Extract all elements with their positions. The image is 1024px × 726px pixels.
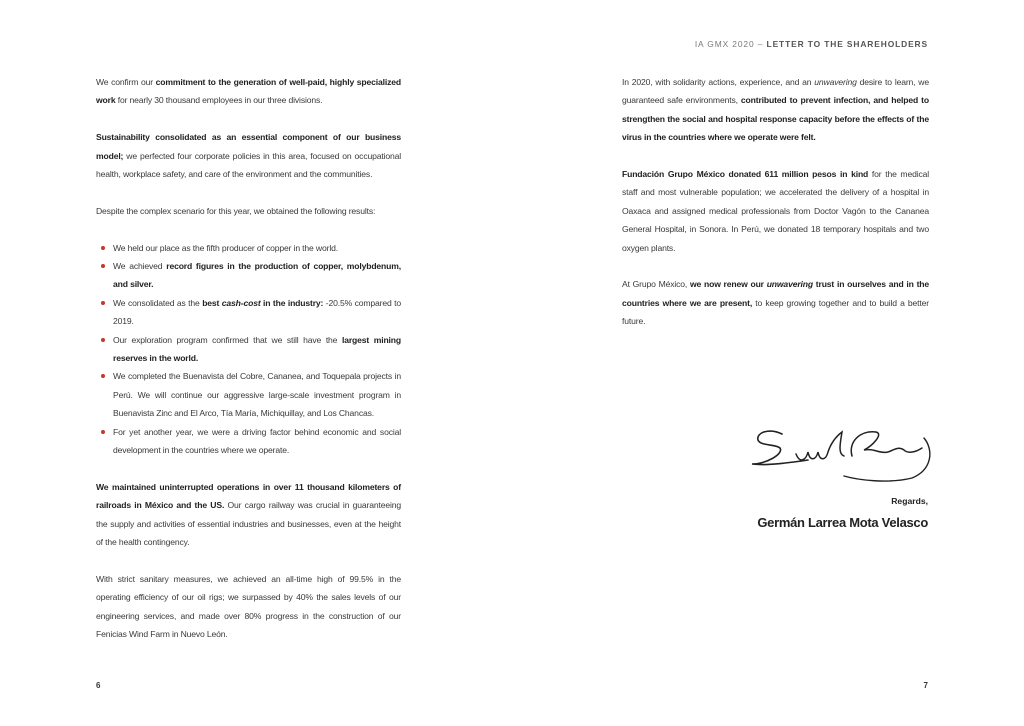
right-page-column: [622, 73, 929, 349]
paragraph-oil-rigs: With strict sanitary measures, we achieved an all-time high of 99.5% in the operating efficiency of our oil rigs; we surpassed by 40% the sales levels of our engineering services, and made over 80% progress in the construction of our Fenicias Wind Farm in Nuevo León.: [96, 573, 401, 640]
paragraph-future: At Grupo México, we now renew our unwavering trust in ourselves and in the countries where we are present, to keep growing together and to build a better future.: [622, 279, 930, 327]
paragraph-commitment: We confirm our commitment to the generation of well-paid, highly specialized work for nearly 30 thousand employees in our three divisions.: [96, 77, 401, 106]
list-item: Our exploration program confirmed that we still have the largest mining reserves in the world.: [96, 331, 401, 368]
list-item: We achieved record figures in the production of copper, molybdenum, and silver.: [96, 257, 401, 294]
paragraph-foundation: Fundación Grupo México donated 611 million pesos in kind for the medical staff and most vulnerable population; we accelerated the delivery of a hospital in Oaxaca and assigned medical professionals from Doctor Vagón to the Cananea General Hospital, in Sonora. In Perú, we donated 18 temporary hospitals and two oxygen plants.: [622, 169, 929, 253]
bullet-dot-icon: [101, 338, 105, 342]
results-list: [96, 239, 401, 460]
bullet-dot-icon: [101, 430, 105, 434]
signature-image: [748, 420, 934, 486]
list-item: We completed the Buenavista del Cobre, Cananea, and Toquepala projects in Perú. We will continue our aggressive large-scale investment program in Buenavista Zinc and El Arco, Tía María, Michiquillay, and Los Chancas.: [96, 367, 401, 422]
bullet-dot-icon: [101, 374, 105, 378]
bullet-dot-icon: [101, 264, 105, 268]
running-header: IA GMX 2020 – LETTER TO THE SHAREHOLDERS: [694, 39, 928, 49]
paragraph-railroads: We maintained uninterrupted operations in over 11 thousand kilometers of railroads in México and the US. Our cargo railway was crucial in guaranteeing the supply and activities of essential industries and businesses, even at the height of the health contingency.: [96, 481, 401, 548]
page-number-left: 6: [96, 681, 101, 690]
bullet-dot-icon: [101, 301, 105, 305]
bullet-dot-icon: [101, 246, 105, 250]
signer-name: Germán Larrea Mota Velasco: [757, 515, 928, 530]
list-item: We consolidated as the best cash-cost in the industry: -20.5% compared to 2019.: [96, 294, 401, 331]
header-title: LETTER TO THE SHAREHOLDERS: [766, 39, 928, 49]
paragraph-results-intro: Despite the complex scenario for this year, we obtained the following results:: [96, 205, 376, 216]
list-item: For yet another year, we were a driving factor behind economic and social development in the countries where we operate.: [96, 423, 401, 460]
page-number-right: 7: [923, 681, 928, 690]
paragraph-sustainability: Sustainability consolidated as an essential component of our business model; we perfected four corporate policies in this area, focused on occupational health, workplace safety, and care of the environment and the communities.: [96, 132, 401, 180]
paragraph-solidarity: In 2020, with solidarity actions, experience, and an unwavering desire to learn, we guaranteed safe environments, contributed to prevent infection, and helped to strengthen the social and hospital response capacity before the effects of the virus in the countries where we operate were felt.: [622, 77, 929, 143]
closing-regards: Regards,: [891, 496, 928, 506]
left-page-column: [96, 73, 401, 662]
list-item: We held our place as the fifth producer of copper in the world.: [96, 239, 401, 257]
